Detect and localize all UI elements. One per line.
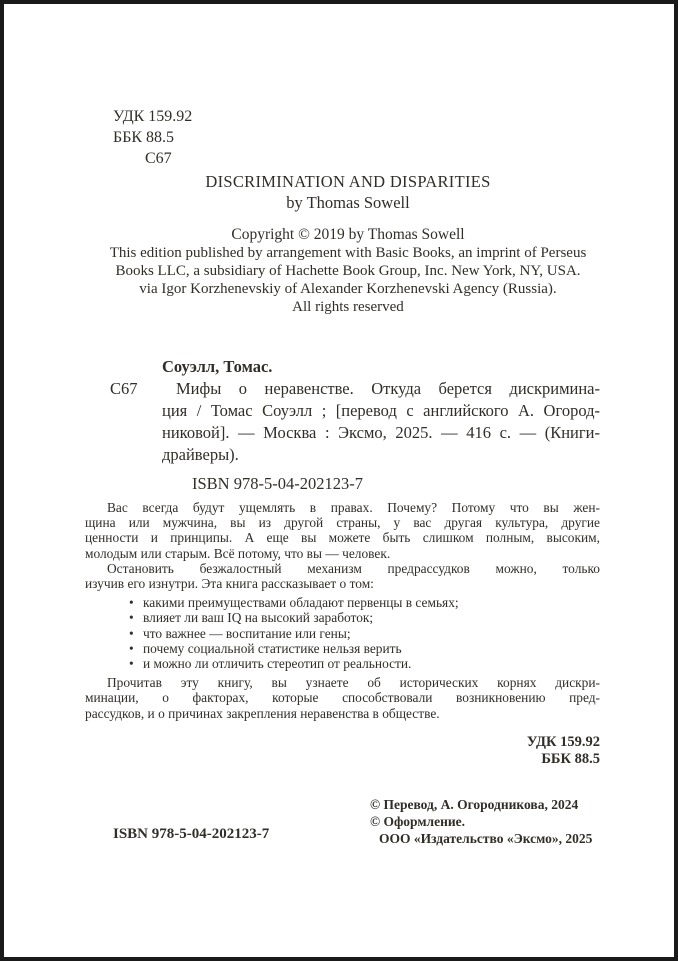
original-byline: by Thomas Sowell <box>286 193 410 212</box>
imprint-footer <box>4 796 674 858</box>
author-sign-code-top: С67 <box>145 150 172 167</box>
author-sign-code-card: С67 <box>110 379 138 398</box>
copyright-line: Copyright © 2019 by Thomas Sowell <box>231 226 465 243</box>
isbn-footer: ISBN 978-5-04-202123-7 <box>113 825 270 842</box>
catalog-card <box>110 356 600 495</box>
bullet-list-item <box>85 641 600 656</box>
annotation-line: молодым или старым. Всё потому, что вы — человек. <box>85 545 391 561</box>
isbn-card-line: ISBN 978-5-04-202123-7 <box>192 474 363 493</box>
annotation-line: ценности и принципы. А еще вы можете быть слишком полным, высоким, <box>85 530 600 546</box>
udk-code-bottom: УДК 159.92 <box>526 733 600 750</box>
bullet-dot-icon: • <box>129 610 134 626</box>
bullet-text: влияет ли ваш IQ на высокий заработок; <box>143 610 374 626</box>
bullet-dot-icon: • <box>129 656 134 672</box>
udk-code-top: УДК 159.92 <box>113 108 193 125</box>
bbk-code-top: ББК 88.5 <box>113 129 175 146</box>
bullet-list-item <box>85 595 600 610</box>
bib-line: Мифы о неравенстве. Откуда берется дискримина- <box>176 379 600 398</box>
annotation-line: рассудков, и о причинах закрепления неравенства в обществе. <box>85 705 440 721</box>
bibliographic-entry <box>110 378 600 466</box>
catalog-codes-bottom <box>4 734 600 768</box>
annotation-line: изучив его изнутри. Эта книга рассказывает о том: <box>85 576 374 592</box>
annotation-block <box>85 500 600 721</box>
bullet-dot-icon: • <box>129 595 134 611</box>
annotation-line: минации, о факторах, которые способствовали возникновению пред- <box>85 690 600 706</box>
annotation-line: щина или мужчина, вы из другой страны, у вас другая культура, другие <box>85 515 600 531</box>
bib-line: ция / Томас Соуэлл ; [перевод с английского А. Огород- <box>162 401 600 420</box>
credit-line-translation: © Перевод, А. Огородникова, 2024 <box>370 796 579 812</box>
edition-note-line: This edition published by arrangement with Basic Books, an imprint of Perseus <box>109 245 587 261</box>
bullet-dot-icon: • <box>129 640 134 656</box>
annotation-line: Остановить безжалостный механизм предрассудков можно, только <box>107 560 600 576</box>
bullet-text: и можно ли отличить стереотип от реальности. <box>143 656 412 672</box>
copyright-credits <box>370 796 592 847</box>
bullet-dot-icon: • <box>129 625 134 641</box>
credit-line-publisher: ООО «Издательство «Эксмо», 2025 <box>379 830 593 846</box>
bullet-list-item <box>85 656 600 671</box>
bullet-list-item <box>85 626 600 641</box>
catalog-codes-top <box>113 106 674 169</box>
bullet-text: какими преимуществами обладают первенцы в семьях; <box>143 595 459 611</box>
bullet-list <box>85 595 600 671</box>
annotation-line: Прочитав эту книгу, вы узнаете об исторических корнях дискри- <box>107 675 600 691</box>
original-title-block <box>22 171 674 316</box>
original-title: DISCRIMINATION AND DISPARITIES <box>205 172 491 191</box>
edition-note-line: Books LLC, a subsidiary of Hachette Book Group, Inc. New York, NY, USA. <box>115 263 581 279</box>
edition-note-line: via Igor Korzhenevskiy of Alexander Korzhenevski Agency (Russia). <box>139 281 557 297</box>
annotation-line: Вас всегда будут ущемлять в правах. Почему? Потому что вы жен- <box>107 500 600 515</box>
bullet-text: что важнее — воспитание или гены; <box>143 625 351 641</box>
bullet-list-item <box>85 610 600 625</box>
bullet-text: почему социальной статистике нельзя верить <box>143 640 402 656</box>
rights-reserved-line: All rights reserved <box>292 299 404 315</box>
credit-line-design: © Оформление. <box>370 813 466 829</box>
bbk-code-bottom: ББК 88.5 <box>541 750 600 767</box>
bib-line: никовой]. — Москва : Эксмо, 2025. — 416 с. — (Книги- <box>162 423 600 442</box>
bib-line: драйверы). <box>162 445 239 464</box>
card-author-heading: Соуэлл, Томас. <box>162 357 273 376</box>
